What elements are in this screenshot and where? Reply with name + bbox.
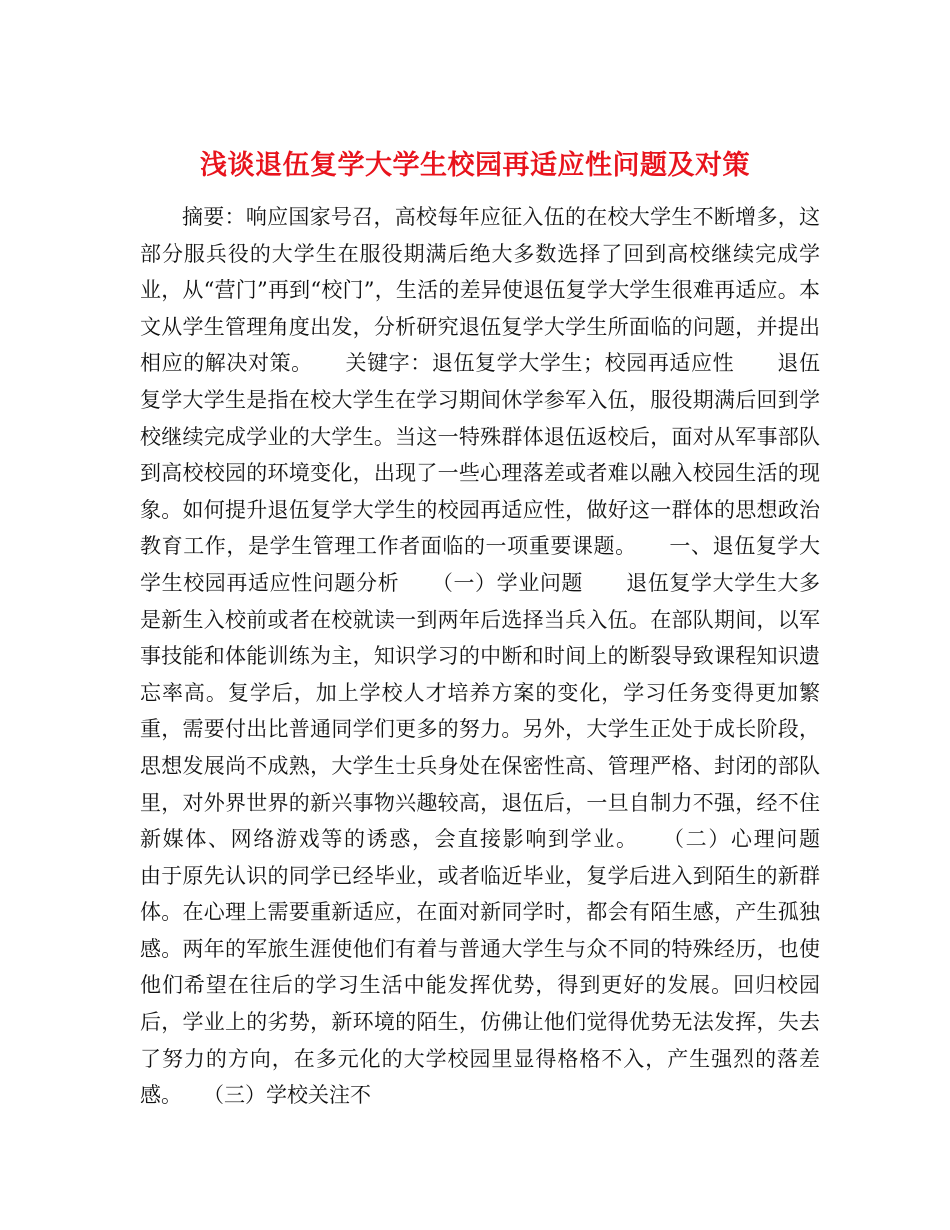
document-title: 浅谈退伍复学大学生校园再适应性问题及对策 (200, 150, 750, 182)
document-body: 摘要：响应国家号召，高校每年应征入伍的在校大学生不断增多，这部分服兵役的大学生在服役期满后绝大多数选择了回到高校继续完成学业，从“营门”再到“校门”，生活的差异使退伍复学大学生很难再适应。本文从学生管理角度出发，分析研究退伍复学大学生所面临的问题，并提出相应的解决对策。 关键字：退伍复学大学生；校园再适应性 退伍复学大学生是指在校大学生在学习期间休学参军入伍，服役期满后回到学校继续完成学业的大学生。当这一特殊群体退伍返校后，面对从军事部队到高校校园的环境变化，出现了一些心理落差或者难以融入校园生活的现象。如何提升退伍复学大学生的校园再适应性，做好这一群体的思想政治教育工作，是学生管理工作者面临的一项重要课题。 一、退伍复学大学生校园再适应性问题分析 （一）学业问题 退伍复学大学生大多是新生入校前或者在校就读一到两年后选择当兵入伍。在部队期间，以军事技能和体能训练为主，知识学习的中断和时间上的断裂导致课程知识遗忘率高。复学后，加上学校人才培养方案的变化，学习任务变得更加繁重，需要付出比普通同学们更多的努力。另外，大学生正处于成长阶段，思想发展尚不成熟，大学生士兵身处在保密性高、管理严格、封闭的部队里，对外界世界的新兴事物兴趣较高，退伍后，一旦自制力不强，经不住新媒体、网络游戏等的诱惑，会直接影响到学业。 （二）心理问题 由于原先认识的同学已经毕业，或者临近毕业，复学后进入到陌生的新群体。在心理上需要重新适应，在面对新同学时，都会有陌生感，产生孤独感。两年的军旅生涯使他们有着与普通大学生与众不同的特殊经历，也使他们希望在往后的学习生活中能发挥优势，得到更好的发展。回归校园后，学业上的劣势，新环境的陌生，仿佛让他们觉得优势无法发挥，失去了努力的方向，在多元化的大学校园里显得格格不入，产生强烈的落差感。 （三）学校关注不 (140, 205, 862, 1108)
